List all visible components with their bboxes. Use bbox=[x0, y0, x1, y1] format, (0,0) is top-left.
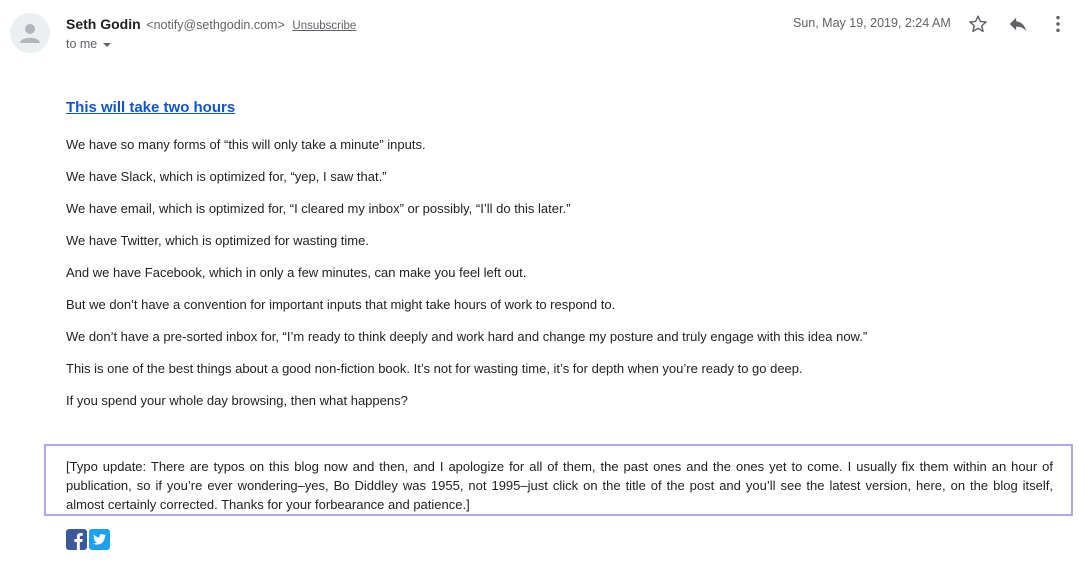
unsubscribe-link[interactable]: Unsubscribe bbox=[292, 20, 357, 32]
recipient-line[interactable] bbox=[66, 37, 111, 51]
chevron-down-icon[interactable] bbox=[103, 43, 111, 47]
body-paragraph: We don’t have a pre-sorted inbox for, “I’m ready to think deeply and work hard and change my posture and truly engage with this idea now.” bbox=[66, 329, 868, 344]
body-paragraph: We have so many forms of “this will only take a minute” inputs. bbox=[66, 137, 426, 152]
body-paragraph: If you spend your whole day browsing, then what happens? bbox=[66, 393, 408, 408]
post-title-link[interactable]: This will take two hours bbox=[66, 99, 236, 116]
sender-line bbox=[66, 16, 356, 32]
typo-update-box bbox=[44, 444, 1073, 516]
twitter-icon[interactable] bbox=[89, 529, 110, 550]
sender-email: <notify@sethgodin.com> bbox=[146, 18, 285, 32]
body-paragraph: We have email, which is optimized for, “I cleared my inbox” or possibly, “I’ll do this later.” bbox=[66, 201, 571, 216]
body-paragraph: But we don’t have a convention for important inputs that might take hours of work to respond to. bbox=[66, 297, 616, 312]
reply-icon[interactable] bbox=[1007, 13, 1029, 35]
body-paragraph: This is one of the best things about a good non-fiction book. It’s not for wasting time, it’s for depth when you’re ready to go deep. bbox=[66, 361, 803, 376]
body-paragraph: We have Twitter, which is optimized for wasting time. bbox=[66, 233, 369, 248]
body-paragraph: We have Slack, which is optimized for, “yep, I saw that.” bbox=[66, 169, 387, 184]
sender-avatar[interactable] bbox=[10, 13, 50, 53]
person-icon bbox=[10, 13, 50, 53]
sender-name[interactable]: Seth Godin bbox=[66, 16, 141, 32]
more-vert-icon[interactable] bbox=[1047, 13, 1069, 35]
body-paragraph: And we have Facebook, which in only a few minutes, can make you feel left out. bbox=[66, 265, 527, 280]
star-icon[interactable] bbox=[967, 13, 989, 35]
recipient-label: to me bbox=[66, 37, 98, 51]
facebook-icon[interactable] bbox=[66, 529, 87, 550]
typo-update-text: [Typo update: There are typos on this blog now and then, and I apologize for all of them, the past ones and the ones yet to come. I usually fix them within an hour of publication, so if you’re ever wondering–yes, Bo Diddley was 1955, not 1995–just click on the title of the post and you’ll see the latest version, here, on the blog itself, almost certainly corrected. Thanks for your forbearance and patience.] bbox=[66, 459, 1053, 512]
message-date: Sun, May 19, 2019, 2:24 AM bbox=[793, 16, 951, 30]
